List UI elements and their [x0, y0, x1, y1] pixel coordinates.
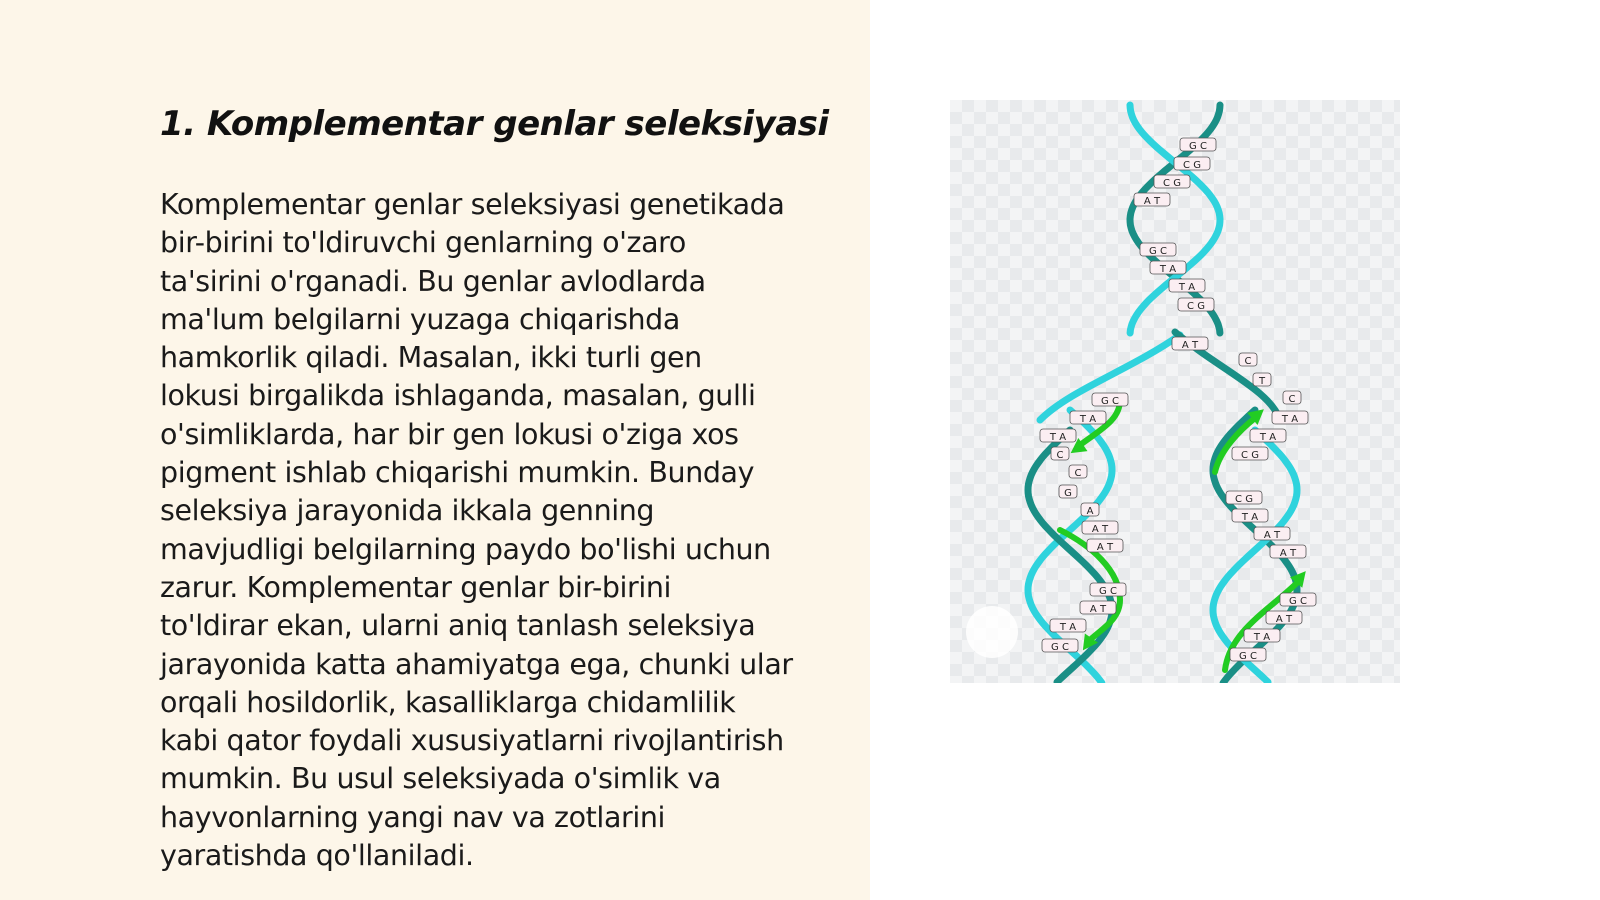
- body-line: o'simliklarda, har bir gen lokusi o'ziga xos: [160, 417, 739, 451]
- base-pair-right: C G: [1241, 450, 1259, 461]
- body-line: hayvonlarning yangi nav va zotlarini: [160, 800, 666, 834]
- base-pair-top: C G: [1187, 301, 1205, 312]
- fork-strand-left: [1040, 335, 1180, 420]
- base-pair-left: G C: [1101, 396, 1119, 407]
- base-pair-top: T A: [1178, 282, 1196, 293]
- dna-helix-graphic: [950, 100, 1400, 683]
- body-line: pigment ishlab chiqarishi mumkin. Bunday: [160, 456, 755, 490]
- base-pair-right: A T: [1275, 614, 1293, 625]
- body-line: mavjudligi belgilarning paydo bo'lishi uchun: [160, 532, 771, 566]
- base-pair-right: C: [1288, 394, 1296, 405]
- base-pair-left: A: [1086, 506, 1094, 517]
- base-pair-left: T A: [1059, 622, 1077, 633]
- base-pair-left: C: [1074, 468, 1082, 479]
- base-pair-left: A T: [1096, 542, 1114, 553]
- body-line: orqali hosildorlik, kasalliklarga chidamlilik: [160, 685, 736, 719]
- body-line: hamkorlik qiladi. Masalan, ikki turli gen: [160, 341, 702, 375]
- base-pair-right: A T: [1263, 530, 1281, 541]
- body-line: lokusi birgalikda ishlaganda, masalan, gulli: [160, 379, 756, 413]
- base-pair-right: T: [1258, 376, 1266, 387]
- body-line: jarayonida katta ahamiyatga ega, chunki ular: [160, 647, 793, 681]
- base-pair-top: C G: [1163, 178, 1181, 189]
- body-line: mumkin. Bu usul seleksiyada o'simlik va: [160, 762, 721, 796]
- base-pair-right: C: [1244, 356, 1252, 367]
- base-pair-top: A T: [1143, 196, 1161, 207]
- base-pair-right: T A: [1281, 414, 1299, 425]
- body-line: bir-birini to'ldiruvchi genlarning o'zaro: [160, 226, 686, 260]
- base-pair-top: T A: [1159, 264, 1177, 275]
- base-pair-left: T A: [1049, 432, 1067, 443]
- slide-title: 1. Komplementar genlar seleksiyasi: [160, 104, 829, 144]
- body-line: seleksiya jarayonida ikkala genning: [160, 494, 655, 528]
- base-pair-top: G C: [1149, 246, 1167, 257]
- base-pair-left: G C: [1051, 642, 1069, 653]
- base-pair-right: T A: [1241, 512, 1259, 523]
- body-line: yaratishda qo'llaniladi.: [160, 839, 474, 873]
- slide-body-text: [160, 186, 850, 875]
- dna-replication-image: [950, 100, 1400, 683]
- base-pair-left: A T: [1089, 604, 1107, 615]
- body-line: to'ldirar ekan, ularni aniq tanlash seleksiya: [160, 609, 756, 643]
- base-pair-right: A T: [1279, 548, 1297, 559]
- base-pair-right: G C: [1289, 596, 1307, 607]
- base-pair-top: C G: [1183, 160, 1201, 171]
- base-pair-right: G C: [1239, 651, 1257, 662]
- base-pair-right: C G: [1235, 494, 1253, 505]
- highlight-circle: [966, 606, 1018, 658]
- base-pair-top: G C: [1189, 141, 1207, 152]
- base-pair-right: T A: [1253, 632, 1271, 643]
- base-pair-top: A T: [1181, 340, 1199, 351]
- base-pair-left: A T: [1091, 524, 1109, 535]
- base-pair-left: C: [1056, 450, 1064, 461]
- body-line: ma'lum belgilarni yuzaga chiqarishda: [160, 302, 680, 336]
- base-pair-left: G: [1064, 488, 1072, 499]
- body-line: Komplementar genlar seleksiyasi genetikada: [160, 188, 785, 221]
- base-pair-right: T A: [1259, 432, 1277, 443]
- base-pair-left: G C: [1099, 586, 1117, 597]
- body-line: kabi qator foydali xususiyatlarni rivojlantirish: [160, 724, 784, 758]
- body-line: zarur. Komplementar genlar bir-birini: [160, 570, 672, 604]
- body-line: ta'sirini o'rganadi. Bu genlar avlodlarda: [160, 264, 706, 298]
- base-pair-left: T A: [1079, 414, 1097, 425]
